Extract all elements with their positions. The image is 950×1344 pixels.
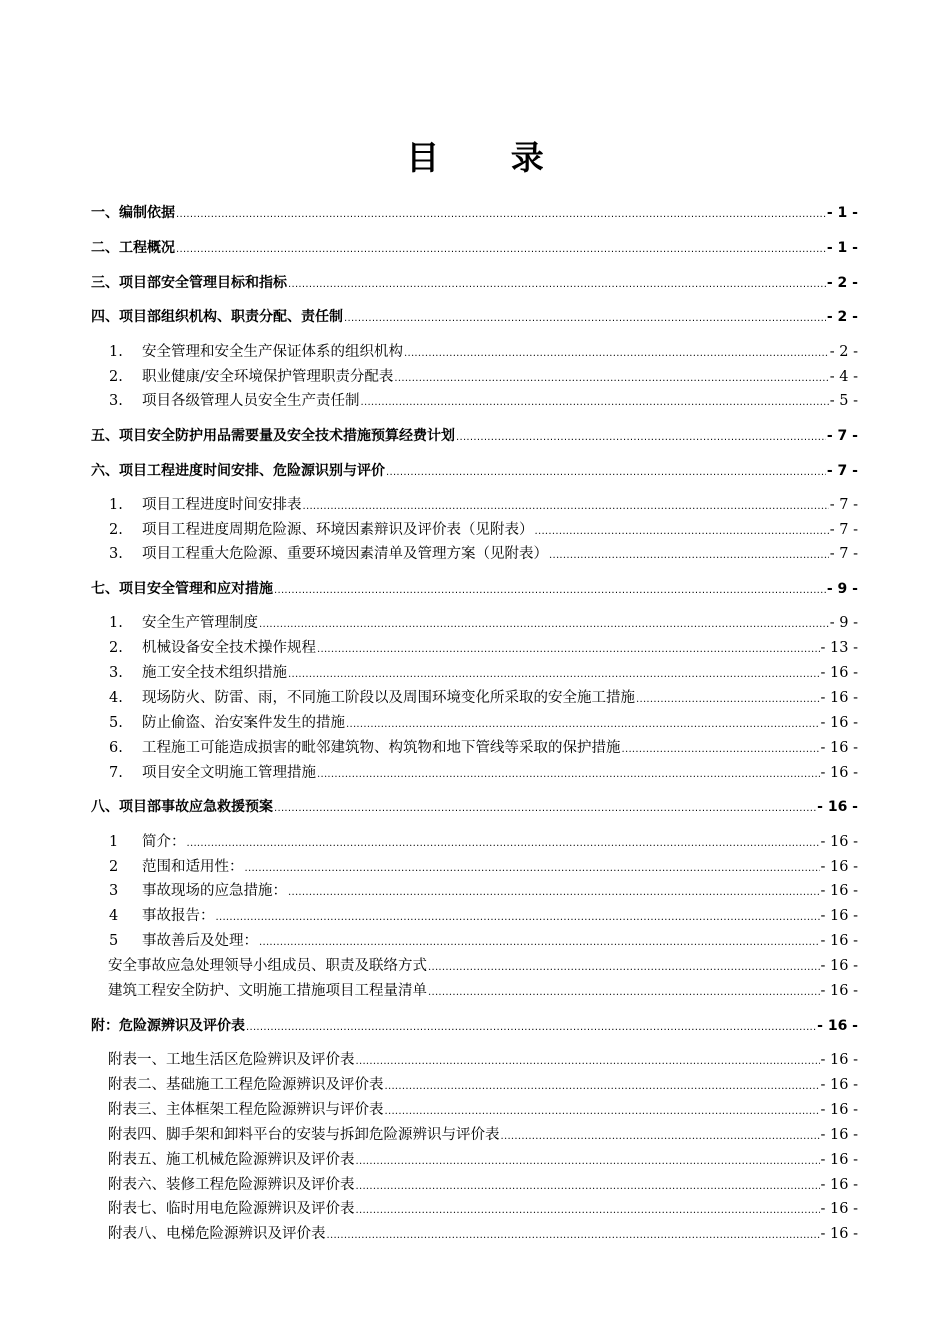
toc-page-number: - 4 -	[829, 369, 858, 385]
toc-item-label: 附表八、电梯危险源辨识及评价表	[108, 1226, 326, 1242]
toc-item-number: 4	[109, 908, 119, 924]
toc-page-number: - 16 -	[820, 765, 858, 781]
toc-dot-leader	[356, 1150, 820, 1172]
toc-dot-leader	[456, 426, 826, 448]
toc-dot-leader	[549, 544, 829, 566]
toc-item-label: 范围和适用性：	[142, 859, 244, 875]
toc-subsection	[109, 857, 858, 877]
toc-dot-leader	[361, 391, 829, 413]
toc-subsection	[108, 1075, 858, 1095]
toc-item-label: 安全事故应急处理领导小组成员、职责及联络方式	[108, 958, 427, 974]
toc-subsection	[109, 688, 858, 708]
toc-page-number: - 9 -	[829, 615, 858, 631]
toc-item-label: 事故现场的应急措施：	[142, 883, 287, 899]
toc-item-label: 一、编制依据	[91, 205, 175, 221]
toc-dot-leader	[404, 342, 829, 364]
toc-subsection	[109, 763, 858, 783]
toc-subsection	[109, 713, 858, 733]
toc-item-label: 项目安全文明施工管理措施	[142, 765, 316, 781]
toc-dot-leader	[303, 495, 829, 517]
toc-dot-leader	[246, 1016, 816, 1038]
toc-subsection	[109, 391, 858, 411]
toc-dot-leader	[216, 906, 820, 928]
toc-item-number: 1.	[109, 344, 123, 360]
toc-dot-leader	[288, 881, 820, 903]
toc-page-number: - 2 -	[826, 275, 858, 291]
toc-section	[91, 426, 858, 446]
toc-dot-leader	[327, 1224, 820, 1246]
toc-item-number: 3.	[109, 665, 123, 681]
toc-dot-leader	[428, 981, 820, 1003]
toc-item-number: 6.	[109, 740, 123, 756]
toc-dot-leader	[622, 738, 820, 760]
toc-subsection	[108, 1150, 858, 1170]
toc-item-label: 附表三、主体框架工程危险源辨识与评价表	[108, 1102, 384, 1118]
toc-dot-leader	[187, 832, 820, 854]
toc-section	[91, 238, 858, 258]
toc-dot-leader	[344, 307, 826, 329]
toc-subsection	[109, 906, 858, 926]
toc-subsection	[109, 520, 858, 540]
toc-page-number: - 16 -	[820, 1177, 858, 1193]
toc-item-label: 现场防火、防雷、雨，不同施工阶段以及周围环境变化所采取的安全施工措施	[142, 690, 635, 706]
toc-page-number: - 16 -	[820, 883, 858, 899]
toc-page-number: - 16 -	[817, 799, 858, 815]
toc-page-number: - 16 -	[820, 958, 858, 974]
toc-subsection	[109, 638, 858, 658]
toc-item-label: 八、项目部事故应急救援预案	[91, 799, 273, 815]
toc-page-number: - 2 -	[826, 309, 858, 325]
toc-subsection	[109, 544, 858, 564]
toc-item-label: 建筑工程安全防护、文明施工措施项目工程量清单	[108, 983, 427, 999]
toc-dot-leader	[636, 688, 820, 710]
toc-dot-leader	[317, 763, 820, 785]
toc-page-number: - 16 -	[820, 715, 858, 731]
toc-dot-leader	[385, 1100, 820, 1122]
toc-page-number: - 16 -	[820, 1127, 858, 1143]
toc-item-label: 项目工程进度周期危险源、环境因素辩识及评价表（见附表）	[142, 522, 534, 538]
toc-dot-leader	[176, 238, 826, 260]
toc-dot-leader	[535, 520, 829, 542]
toc-page-number: - 16 -	[820, 834, 858, 850]
toc-subsection	[109, 931, 858, 951]
toc-page-number: - 7 -	[826, 428, 858, 444]
toc-subsection	[108, 1100, 858, 1120]
toc-page-number: - 16 -	[820, 1152, 858, 1168]
toc-item-label: 安全生产管理制度	[142, 615, 258, 631]
toc-dot-leader	[386, 461, 826, 483]
toc-dot-leader	[346, 713, 820, 735]
toc-item-label: 职业健康/安全环境保护管理职责分配表	[142, 369, 394, 385]
toc-page-number: - 7 -	[829, 546, 858, 562]
toc-subsection	[109, 738, 858, 758]
toc-item-label: 项目工程进度时间安排表	[142, 497, 302, 513]
toc-item-label: 二、工程概况	[91, 240, 175, 256]
toc-item-label: 简介：	[142, 834, 186, 850]
toc-dot-leader	[385, 1075, 820, 1097]
toc-dot-leader	[356, 1050, 820, 1072]
toc-item-label: 四、项目部组织机构、职责分配、责任制	[91, 309, 343, 325]
toc-item-number: 5.	[109, 715, 123, 731]
toc-item-number: 3.	[109, 546, 123, 562]
toc-dot-leader	[259, 613, 829, 635]
toc-page-number: - 7 -	[829, 522, 858, 538]
toc-item-number: 1.	[109, 497, 123, 513]
toc-item-label: 施工安全技术组织措施	[142, 665, 287, 681]
toc-dot-leader	[288, 663, 820, 685]
toc-page-number: - 16 -	[820, 1226, 858, 1242]
toc-dot-leader	[356, 1199, 820, 1221]
toc-page-number: - 16 -	[820, 690, 858, 706]
toc-subsection	[109, 367, 858, 387]
toc-dot-leader	[245, 857, 820, 879]
toc-subsection	[108, 1050, 858, 1070]
toc-subsection	[109, 881, 858, 901]
toc-item-label: 六、项目工程进度时间安排、危险源识别与评价	[91, 463, 385, 479]
toc-item-label: 附：危险源辨识及评价表	[91, 1018, 245, 1034]
toc-dot-leader	[288, 273, 826, 295]
toc-item-number: 5	[109, 933, 119, 949]
toc-page-number: - 16 -	[820, 665, 858, 681]
toc-page-number: - 13 -	[820, 640, 858, 656]
toc-item-number: 3	[109, 883, 119, 899]
toc-subsection	[108, 1175, 858, 1195]
toc-item-label: 三、项目部安全管理目标和指标	[91, 275, 287, 291]
toc-item-label: 附表二、基础施工工程危险源辨识及评价表	[108, 1077, 384, 1093]
toc-item-number: 2.	[109, 369, 123, 385]
toc-section	[91, 579, 858, 599]
toc-page-number: - 16 -	[820, 933, 858, 949]
toc-page-number: - 16 -	[820, 983, 858, 999]
toc-section	[91, 461, 858, 481]
toc-page-number: - 9 -	[826, 581, 858, 597]
toc-page-number: - 16 -	[820, 908, 858, 924]
toc-dot-leader	[176, 203, 826, 225]
toc-item-label: 项目各级管理人员安全生产责任制	[142, 393, 360, 409]
toc-page-number: - 16 -	[820, 1077, 858, 1093]
toc-item-label: 防止偷盗、治安案件发生的措施	[142, 715, 345, 731]
toc-item-number: 2.	[109, 522, 123, 538]
toc-subsection	[109, 663, 858, 683]
toc-subsection	[108, 1125, 858, 1145]
toc-item-label: 附表六、装修工程危险源辨识及评价表	[108, 1177, 355, 1193]
toc-dot-leader	[259, 931, 820, 953]
toc-subsection	[109, 613, 858, 633]
page-title: 目 录	[406, 138, 574, 177]
toc-section	[91, 797, 858, 817]
toc-section	[91, 203, 858, 223]
toc-dot-leader	[394, 367, 828, 389]
toc-page-number: - 7 -	[826, 463, 858, 479]
toc-page-number: - 16 -	[820, 1052, 858, 1068]
toc-dot-leader	[356, 1175, 820, 1197]
toc-subsection	[109, 832, 858, 852]
toc-item-label: 机械设备安全技术操作规程	[142, 640, 316, 656]
toc-subsection	[108, 1224, 858, 1244]
toc-page-number: - 7 -	[829, 497, 858, 513]
toc-page-number: - 16 -	[820, 1102, 858, 1118]
toc-page-number: - 1 -	[826, 205, 858, 221]
toc-section	[91, 1016, 858, 1036]
toc-dot-leader	[428, 956, 820, 978]
toc-item-number: 2.	[109, 640, 123, 656]
toc-page-number: - 1 -	[826, 240, 858, 256]
toc-dot-leader	[317, 638, 820, 660]
toc-item-label: 安全管理和安全生产保证体系的组织机构	[142, 344, 403, 360]
toc-dot-leader	[501, 1125, 820, 1147]
toc-page-number: - 2 -	[829, 344, 858, 360]
toc-item-number: 3.	[109, 393, 123, 409]
toc-subsection	[109, 342, 858, 362]
toc-item-number: 7.	[109, 765, 123, 781]
toc-page-number: - 16 -	[820, 740, 858, 756]
toc-page-number: - 16 -	[820, 1201, 858, 1217]
toc-item-label: 附表五、施工机械危险源辨识及评价表	[108, 1152, 355, 1168]
toc-item-number: 4.	[109, 690, 123, 706]
toc-item-label: 工程施工可能造成损害的毗邻建筑物、构筑物和地下管线等采取的保护措施	[142, 740, 621, 756]
toc-item-label: 事故报告：	[142, 908, 215, 924]
toc-dot-leader	[274, 579, 826, 601]
toc-subsection	[109, 495, 858, 515]
toc-item-number: 2	[109, 859, 119, 875]
toc-item-label: 五、项目安全防护用品需要量及安全技术措施预算经费计划	[91, 428, 455, 444]
toc-section	[91, 307, 858, 327]
toc-item-label: 事故善后及处理：	[142, 933, 258, 949]
toc-page-number: - 5 -	[829, 393, 858, 409]
toc-item-label: 附表四、脚手架和卸料平台的安装与拆卸危险源辨识与评价表	[108, 1127, 500, 1143]
toc-dot-leader	[274, 797, 816, 819]
toc-item-label: 附表一、工地生活区危险辨识及评价表	[108, 1052, 355, 1068]
toc-subsection	[108, 1199, 858, 1219]
toc-item-label: 七、项目安全管理和应对措施	[91, 581, 273, 597]
toc-item-number: 1	[109, 834, 119, 850]
toc-subsection	[108, 956, 858, 976]
toc-page-number: - 16 -	[820, 859, 858, 875]
toc-item-number: 1.	[109, 615, 123, 631]
toc-item-label: 项目工程重大危险源、重要环境因素清单及管理方案（见附表）	[142, 546, 548, 562]
toc-subsection	[108, 981, 858, 1001]
toc-page-number: - 16 -	[817, 1018, 858, 1034]
toc-item-label: 附表七、临时用电危险源辨识及评价表	[108, 1201, 355, 1217]
toc-section	[91, 273, 858, 293]
